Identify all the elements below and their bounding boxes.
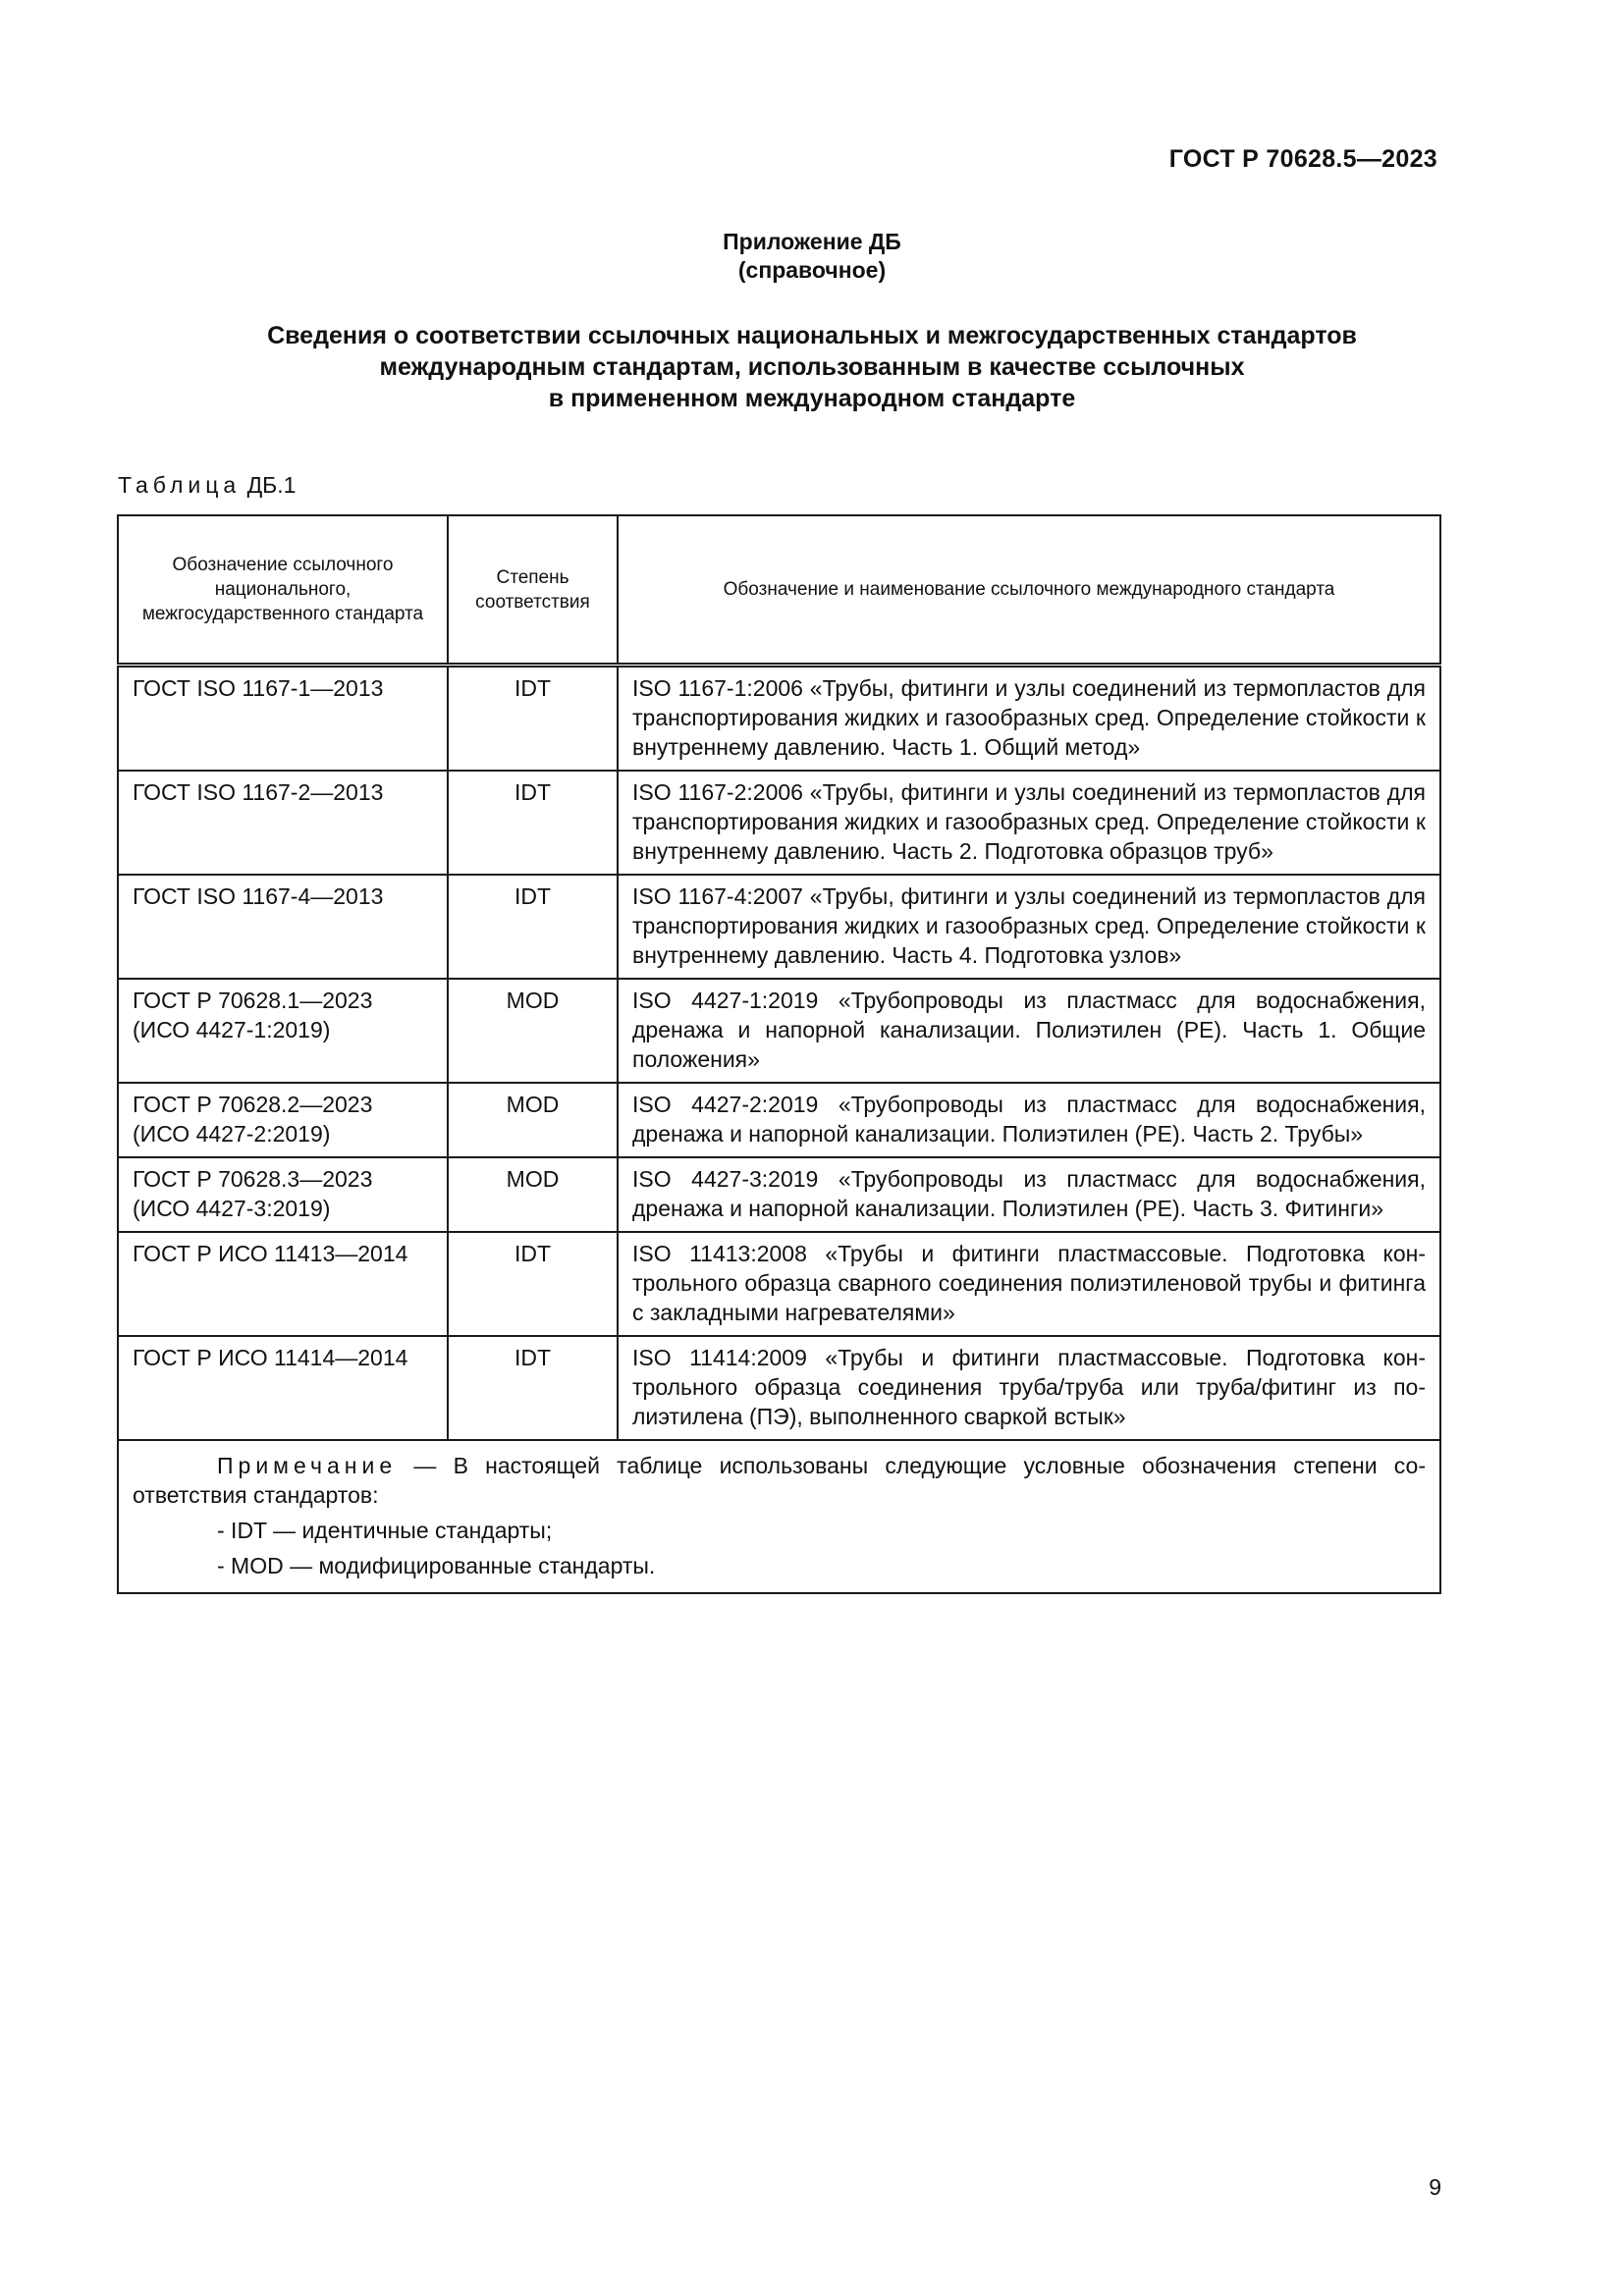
column-header-degree: Степень соответствия xyxy=(448,515,618,666)
degree-cell: IDT xyxy=(448,1336,618,1440)
table-row xyxy=(118,1083,1440,1157)
table-row xyxy=(118,1232,1440,1336)
section-title-line-1: Сведения о соответствии ссылочных национальных и межгосударственных стандартов xyxy=(267,322,1357,349)
table-row xyxy=(118,771,1440,875)
national-standard-cell: ГОСТ Р 70628.2—2023 (ИСО 4427-2:2019) xyxy=(118,1083,448,1157)
table-row xyxy=(118,979,1440,1083)
international-standard-cell: ISO 1167-4:2007 «Трубы, фитинги и узлы соединений из термопластов для транспортирования жидких и газообразных сред. Определение стойкости к внутреннему давлению. Часть 4. Подготовка узлов» xyxy=(618,875,1440,979)
table-row xyxy=(118,1336,1440,1440)
note-label: Примечание xyxy=(217,1453,398,1478)
degree-cell: MOD xyxy=(448,979,618,1083)
table-note-row xyxy=(118,1440,1440,1593)
national-standard-cell: ГОСТ Р ИСО 11413—2014 xyxy=(118,1232,448,1336)
appendix-title: Приложение ДБ xyxy=(723,229,901,254)
international-standard-cell: ISO 4427-2:2019 «Трубопроводы из пластмасс для водоснабжения, дренажа и напорной канализации. Полиэтилен (PE). Часть 2. Трубы» xyxy=(618,1083,1440,1157)
standards-table xyxy=(117,514,1441,1594)
table-caption-number: ДБ.1 xyxy=(246,472,297,498)
appendix-heading xyxy=(0,228,1624,285)
national-standard-cell: ГОСТ ISO 1167-1—2013 xyxy=(118,666,448,772)
international-standard-cell: ISO 1167-2:2006 «Трубы, фитинги и узлы соединений из термопластов для транспортирования жидких и газообразных сред. Определение стойкости к внутреннему давлению. Часть 2. Подготовка образцов труб» xyxy=(618,771,1440,875)
table-row xyxy=(118,666,1440,772)
page-number: 9 xyxy=(1429,2174,1441,2200)
degree-cell: IDT xyxy=(448,1232,618,1336)
national-standard-cell: ГОСТ ISO 1167-2—2013 xyxy=(118,771,448,875)
degree-cell: IDT xyxy=(448,771,618,875)
degree-cell: IDT xyxy=(448,875,618,979)
section-title-line-3: в примененном международном стандарте xyxy=(548,385,1076,412)
table-caption xyxy=(118,472,296,499)
table-header-row xyxy=(118,515,1440,666)
table-row xyxy=(118,875,1440,979)
note-item-mod: - MOD — модифицированные стандарты. xyxy=(217,1553,656,1578)
section-title xyxy=(0,320,1624,414)
national-standard-cell: ГОСТ ISO 1167-4—2013 xyxy=(118,875,448,979)
table-row xyxy=(118,1157,1440,1232)
international-standard-cell: ISO 1167-1:2006 «Трубы, фитинги и узлы соединений из термопластов для транспортирования жидких и газообразных сред. Определение стойкости к внутреннему давлению. Часть 1. Общий метод» xyxy=(618,666,1440,772)
international-standard-cell: ISO 11414:2009 «Трубы и фитинги пластмассовые. Подготовка контрольного образца соединения труба/труба или труба/фитинг из полиэтилена (ПЭ), выполненного сваркой встык» xyxy=(618,1336,1440,1440)
column-header-international: Обозначение и наименование ссылочного международного стандарта xyxy=(618,515,1440,666)
international-standard-cell: ISO 11413:2008 «Трубы и фитинги пластмассовые. Подготовка контрольного образца сварного соединения полиэтиленовой трубы и фитинга с закладными нагревателями» xyxy=(618,1232,1440,1336)
note-paragraph xyxy=(133,1451,1426,1510)
degree-cell: MOD xyxy=(448,1083,618,1157)
international-standard-cell: ISO 4427-1:2019 «Трубопроводы из пластмасс для водоснабжения, дренажа и напорной канализации. Полиэтилен (PE). Часть 1. Общие положения» xyxy=(618,979,1440,1083)
degree-cell: IDT xyxy=(448,666,618,772)
note-item-idt: - IDT — идентичные стандарты; xyxy=(217,1518,553,1543)
national-standard-cell: ГОСТ Р 70628.3—2023 (ИСО 4427-3:2019) xyxy=(118,1157,448,1232)
table-note xyxy=(118,1440,1440,1593)
international-standard-cell: ISO 4427-3:2019 «Трубопроводы из пластмасс для водоснабжения, дренажа и напорной канализации. Полиэтилен (PE). Часть 3. Фитинги» xyxy=(618,1157,1440,1232)
document-code: ГОСТ Р 70628.5—2023 xyxy=(1168,145,1437,173)
degree-cell: MOD xyxy=(448,1157,618,1232)
table-caption-word: Таблица xyxy=(118,472,242,498)
section-title-line-2: международным стандартам, использованным в качестве ссылочных xyxy=(379,353,1245,381)
national-standard-cell: ГОСТ Р 70628.1—2023 (ИСО 4427-1:2019) xyxy=(118,979,448,1083)
appendix-subtitle: (справочное) xyxy=(737,257,887,283)
national-standard-cell: ГОСТ Р ИСО 11414—2014 xyxy=(118,1336,448,1440)
column-header-national: Обозначение ссылочного национального, межгосударственного стандарта xyxy=(118,515,448,666)
note-text: — В настоящей таблице использованы следующие условные обозначения степени соответствия стандартов: xyxy=(133,1453,1426,1508)
